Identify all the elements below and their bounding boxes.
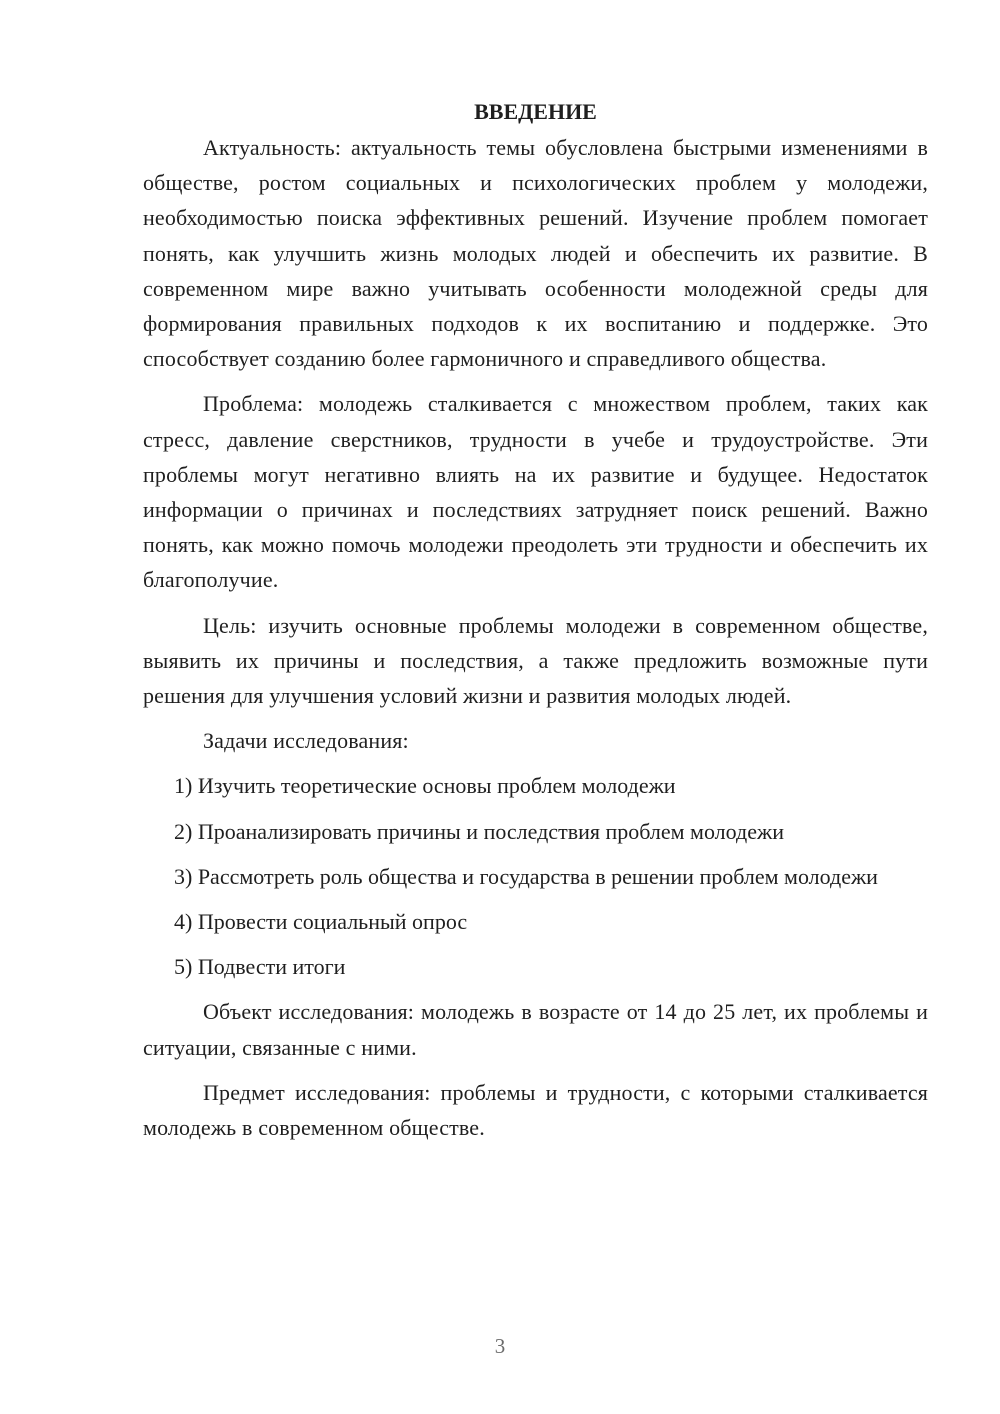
paragraph-problem: Проблема: молодежь сталкивается с множеством проблем, таких как стресс, давление сверстников, трудности в учебе и трудоустройстве. Эти проблемы могут негативно влиять на их развитие и будущее. Недостаток информации о причинах и последствиях затрудняет поиск решений. Важно понять, как можно помочь молодежи преодолеть эти трудности и обеспечить их благополучие.: [143, 391, 928, 593]
page-title: ВВЕДЕНИЕ: [474, 99, 597, 124]
tasks-list: [143, 768, 928, 984]
list-item: 5) Подвести итоги: [174, 954, 346, 980]
page-number: 3: [494, 1334, 506, 1358]
paragraph-goal: Цель: изучить основные проблемы молодежи в современном обществе, выявить их причины и последствия, а также предложить возможные пути решения для улучшения условий жизни и развития молодых людей.: [143, 612, 928, 709]
paragraph-relevance: Актуальность: актуальность темы обусловлена быстрыми изменениями в обществе, ростом социальных и психологических проблем у молодежи, необходимостью поиска эффективных решений. Изучение проблем помогает понять, как улучшить жизнь молодых людей и обеспечить их развитие. В современном мире важно учитывать особенности молодежной среды для формирования правильных подходов к их воспитанию и поддержке. Это способствует созданию более гармоничного и справедливого общества.: [143, 135, 928, 372]
list-item: 1) Изучить теоретические основы проблем молодежи: [174, 773, 676, 799]
tasks-heading: Задачи исследования:: [203, 728, 409, 754]
paragraph-object: Объект исследования: молодежь в возрасте от 14 до 25 лет, их проблемы и ситуации, связанные с ними.: [143, 999, 928, 1060]
list-item: 2) Проанализировать причины и последствия проблем молодежи: [174, 818, 784, 844]
list-item: 3) Рассмотреть роль общества и государства в решении проблем молодежи: [174, 863, 878, 889]
paragraph-subject: Предмет исследования: проблемы и трудности, с которыми сталкивается молодежь в современном обществе.: [143, 1079, 928, 1141]
document-page: [143, 94, 928, 1145]
list-item: 4) Провести социальный опрос: [174, 909, 468, 935]
